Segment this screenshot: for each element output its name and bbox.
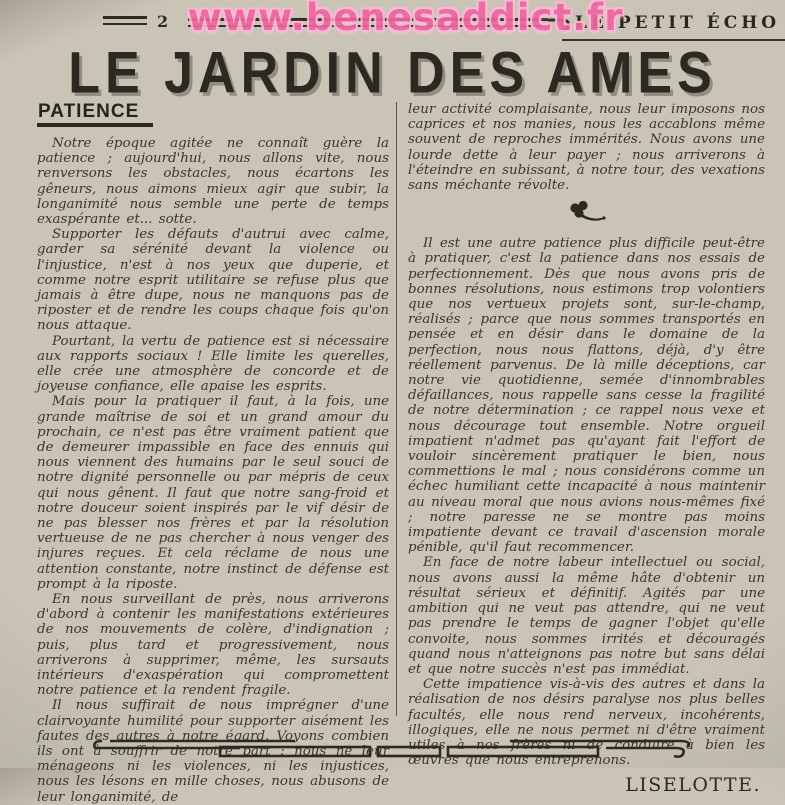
right-column: [396, 102, 765, 797]
clover-fleuron-icon: [408, 200, 765, 230]
paragraph: Pourtant, la vertu de patience est si nécessaire aux rapports sociaux ! Elle limite les querelles, elle crée une atmosphère de concorde et de joyeuse confiance, elle apaise les esprits.: [37, 333, 389, 395]
article-body: [37, 101, 765, 805]
watermark-text: www.benesaddict.fr: [187, 0, 624, 39]
masthead-title: LE PETIT ÉCHO: [575, 13, 781, 33]
paragraph: Notre époque agitée ne connaît guère la patience ; aujourd'hui, nous allons vite, nous renversons les obstacles, nous écartons les gêneurs, nous aimons mieux agir que subir, la longanimité nous semble une perte de temps exaspérante et... sotte.: [37, 135, 389, 227]
section-heading: PATIENCE: [37, 102, 153, 127]
paragraph: En nous surveillant de près, nous arriverons d'abord à contenir les manifestations extérieures de nos mouvements de colère, d'indignation ; puis, plus tard et progressivement, nous arriverons à supprimer, même, les sursauts intérieurs d'exaspération qui compromettent notre patience et la rendent fragile.: [37, 592, 389, 699]
paragraph: En face de notre labeur intellectuel ou social, nous avons aussi la même hâte d'obtenir un résultat sérieux et définitif. Agités par une ambition qui ne veut pas attendre, qui ne veut pas prendre le temps de gagner l'objet qu'elle convoite, nous sommes irrités et découragés quand nous n'atteignons pas notre but sans délai et que notre succès n'est pas immédiat.: [408, 555, 765, 677]
paragraph: Cette impatience vis-à-vis des autres et dans la réalisation de nos désirs paralyse nos plus belles facultés, elle nous rend nerveux, incohérents, illogiques, elle ne nous permet ni d'être vraiment utiles à nos frères ni de conduire à bien les œuvres que nous entreprenons.: [408, 677, 765, 769]
paragraph: Mais pour la pratiquer il faut, à la fois, une grande maîtrise de soi et un grand amour du prochain, ce n'est pas être vraiment patient que de demeurer impassible en face des ennuis qui nous viennent des humains par le seul souci de notre dignité personnelle ou par mépris de ceux qui nous gênent. Il faut que notre sang-froid et notre douceur soient inspirés par le vif désir de ne pas blesser nos frères et par la résolution vertueuse de ne pas chercher à nous venger des injures reçues. Et cela réclame de nous une attention constante, notre instinct de défense est prompt à la riposte.: [37, 394, 389, 592]
article-title: LE JARDIN DES AMES: [68, 41, 717, 107]
paragraph: Supporter les défauts d'autrui avec calme, garder sa sérénité devant la violence ou l'injustice, n'est à nos yeux que duperie, et comme notre esprit utilitaire se refuse plus que jamais à être dupe, nous ne manquons pas de riposter et de rendre les coups chaque fois qu'on nous attaque.: [37, 227, 389, 334]
left-column: [37, 101, 389, 805]
paragraph: leur activité complaisante, nous leur imposons nos caprices et nos manies, nous les accablons même souvent de reproches immérités. Nous avons une lourde dette à leur payer ; nous arriverons à l'éteindre en subissant, à notre tour, des vexations sans méchante révolte.: [408, 102, 765, 194]
bottom-ornament-rule: [80, 734, 710, 764]
paragraph: Il nous suffirait de nous imprégner d'une clairvoyante humilité pour supporter aisément les fautes des autres à notre égard. Voyons combien ils ont à souffrir de notre part : nous ne leur ménageons ni les violences, ni les injustices, nous les lésons en mille choses, nous abusons de leur longanimité, de: [37, 698, 389, 805]
page-number: 2: [157, 12, 169, 31]
header-rule-left: [103, 16, 147, 25]
paragraph: Il est une autre patience plus difficile peut-être à pratiquer, c'est la patience dans nos essais de perfectionnement. Dès que nous avons pris de bonnes résolutions, nous estimons trop volontiers que nos vertueux projets sont, sur-le-champ, réalisés ; parce que nous sommes transportés en pensée et en désir dans le domaine de la perfection, nous nous flattons, déjà, d'y être réellement parvenus. De là mille déceptions, car notre vie quotidienne, semée d'innombrables défaillances, nous rappelle sans cesse la fragilité de notre détermination ; ce rappel nous vexe et nous décourage tout ensemble. Notre orgueil impatient n'admet pas qu'ayant fait l'effort de vouloir sincèrement pratiquer le bien, nous commettions le mal ; nous considérons comme un échec humiliant cette incapacité à nous maintenir au niveau moral que nous avions nous-mêmes fixé ; notre paresse ne se montre pas moins impatiente devant ce travail d'ascension morale pénible, qu'il faut recommencer.: [408, 236, 765, 556]
author-signature: LISELOTTE.: [625, 774, 761, 797]
